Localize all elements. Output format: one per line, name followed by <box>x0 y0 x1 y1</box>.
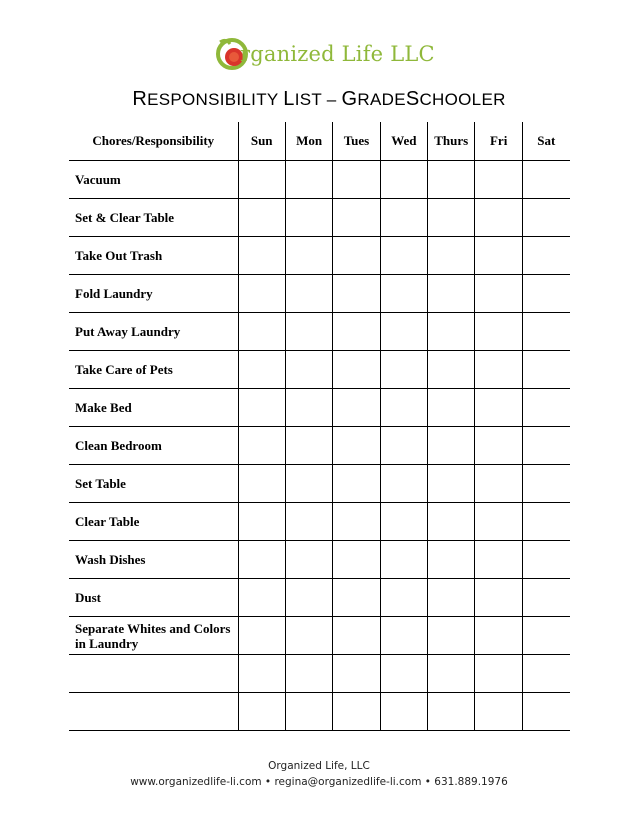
day-checkbox-cell[interactable] <box>333 275 380 313</box>
day-checkbox-cell[interactable] <box>475 313 522 351</box>
header-tues: Tues <box>333 122 380 161</box>
day-checkbox-cell[interactable] <box>333 655 380 693</box>
day-checkbox-cell[interactable] <box>333 693 380 731</box>
day-checkbox-cell[interactable] <box>238 237 285 275</box>
responsibility-table <box>69 122 570 731</box>
table-row <box>69 579 570 617</box>
header-thurs: Thurs <box>428 122 475 161</box>
day-checkbox-cell[interactable] <box>333 199 380 237</box>
day-checkbox-cell[interactable] <box>238 161 285 199</box>
table-row <box>69 275 570 313</box>
table-row <box>69 313 570 351</box>
chore-label: Fold Laundry <box>69 275 238 313</box>
day-checkbox-cell[interactable] <box>428 199 475 237</box>
table-header-row <box>69 122 570 161</box>
day-checkbox-cell[interactable] <box>333 351 380 389</box>
header-mon: Mon <box>285 122 332 161</box>
table-row <box>69 199 570 237</box>
day-checkbox-cell[interactable] <box>380 503 427 541</box>
header-sat: Sat <box>522 122 569 161</box>
day-checkbox-cell[interactable] <box>333 579 380 617</box>
day-checkbox-cell[interactable] <box>238 313 285 351</box>
day-checkbox-cell[interactable] <box>428 427 475 465</box>
header-wed: Wed <box>380 122 427 161</box>
day-checkbox-cell[interactable] <box>522 161 569 199</box>
day-checkbox-cell[interactable] <box>285 427 332 465</box>
day-checkbox-cell[interactable] <box>333 617 380 655</box>
page-title: RESPONSIBILITY LIST – GRADESCHOOLER <box>132 88 506 110</box>
day-checkbox-cell[interactable] <box>333 237 380 275</box>
header-chores: Chores/Responsibility <box>69 122 238 161</box>
day-checkbox-cell[interactable] <box>238 275 285 313</box>
table-row <box>69 389 570 427</box>
day-checkbox-cell[interactable] <box>333 161 380 199</box>
day-checkbox-cell[interactable] <box>522 503 569 541</box>
day-checkbox-cell[interactable] <box>522 237 569 275</box>
day-checkbox-cell[interactable] <box>380 579 427 617</box>
chore-label <box>69 693 238 731</box>
day-checkbox-cell[interactable] <box>238 617 285 655</box>
day-checkbox-cell[interactable] <box>380 389 427 427</box>
day-checkbox-cell[interactable] <box>285 313 332 351</box>
day-checkbox-cell[interactable] <box>428 389 475 427</box>
header-sun: Sun <box>238 122 285 161</box>
day-checkbox-cell[interactable] <box>428 579 475 617</box>
day-checkbox-cell[interactable] <box>428 541 475 579</box>
day-checkbox-cell[interactable] <box>238 541 285 579</box>
day-checkbox-cell[interactable] <box>380 313 427 351</box>
day-checkbox-cell[interactable] <box>285 389 332 427</box>
day-checkbox-cell[interactable] <box>333 465 380 503</box>
day-checkbox-cell[interactable] <box>428 237 475 275</box>
chore-label: Take Out Trash <box>69 237 238 275</box>
chore-label: Put Away Laundry <box>69 313 238 351</box>
day-checkbox-cell[interactable] <box>522 275 569 313</box>
organized-life-logo <box>214 36 435 80</box>
header-fri: Fri <box>475 122 522 161</box>
day-checkbox-cell[interactable] <box>428 351 475 389</box>
chore-label: Clean Bedroom <box>69 427 238 465</box>
table-row <box>69 161 570 199</box>
day-checkbox-cell[interactable] <box>475 655 522 693</box>
chore-label: Vacuum <box>69 161 238 199</box>
day-checkbox-cell[interactable] <box>428 655 475 693</box>
day-checkbox-cell[interactable] <box>475 693 522 731</box>
chore-label: Set Table <box>69 465 238 503</box>
table-row <box>69 503 570 541</box>
day-checkbox-cell[interactable] <box>475 579 522 617</box>
day-checkbox-cell[interactable] <box>475 161 522 199</box>
day-checkbox-cell[interactable] <box>238 199 285 237</box>
table-row <box>69 465 570 503</box>
chore-label <box>69 655 238 693</box>
chore-label: Set & Clear Table <box>69 199 238 237</box>
day-checkbox-cell[interactable] <box>428 465 475 503</box>
table-row <box>69 693 570 731</box>
day-checkbox-cell[interactable] <box>522 541 569 579</box>
day-checkbox-cell[interactable] <box>285 617 332 655</box>
chore-label: Clear Table <box>69 503 238 541</box>
day-checkbox-cell[interactable] <box>522 617 569 655</box>
day-checkbox-cell[interactable] <box>238 465 285 503</box>
day-checkbox-cell[interactable] <box>428 503 475 541</box>
day-checkbox-cell[interactable] <box>285 655 332 693</box>
table-row <box>69 237 570 275</box>
chore-label: Separate Whites and Colors in Laundry <box>69 617 238 655</box>
footer-company: Organized Life, LLC <box>268 760 370 772</box>
day-checkbox-cell[interactable] <box>380 427 427 465</box>
day-checkbox-cell[interactable] <box>522 389 569 427</box>
day-checkbox-cell[interactable] <box>428 275 475 313</box>
day-checkbox-cell[interactable] <box>333 313 380 351</box>
table-row <box>69 655 570 693</box>
day-checkbox-cell[interactable] <box>285 351 332 389</box>
day-checkbox-cell[interactable] <box>475 617 522 655</box>
day-checkbox-cell[interactable] <box>238 351 285 389</box>
day-checkbox-cell[interactable] <box>522 655 569 693</box>
table-row <box>69 617 570 655</box>
day-checkbox-cell[interactable] <box>285 693 332 731</box>
day-checkbox-cell[interactable] <box>475 427 522 465</box>
day-checkbox-cell[interactable] <box>333 503 380 541</box>
day-checkbox-cell[interactable] <box>285 199 332 237</box>
day-checkbox-cell[interactable] <box>285 161 332 199</box>
day-checkbox-cell[interactable] <box>522 199 569 237</box>
day-checkbox-cell[interactable] <box>522 693 569 731</box>
day-checkbox-cell[interactable] <box>380 541 427 579</box>
table-row <box>69 427 570 465</box>
day-checkbox-cell[interactable] <box>238 389 285 427</box>
day-checkbox-cell[interactable] <box>522 313 569 351</box>
day-checkbox-cell[interactable] <box>285 541 332 579</box>
chore-label: Take Care of Pets <box>69 351 238 389</box>
day-checkbox-cell[interactable] <box>475 275 522 313</box>
day-checkbox-cell[interactable] <box>238 655 285 693</box>
day-checkbox-cell[interactable] <box>238 427 285 465</box>
day-checkbox-cell[interactable] <box>522 465 569 503</box>
day-checkbox-cell[interactable] <box>285 465 332 503</box>
day-checkbox-cell[interactable] <box>285 503 332 541</box>
day-checkbox-cell[interactable] <box>380 275 427 313</box>
chore-label: Wash Dishes <box>69 541 238 579</box>
day-checkbox-cell[interactable] <box>475 541 522 579</box>
day-checkbox-cell[interactable] <box>333 427 380 465</box>
day-checkbox-cell[interactable] <box>238 693 285 731</box>
day-checkbox-cell[interactable] <box>475 389 522 427</box>
table-row <box>69 541 570 579</box>
day-checkbox-cell[interactable] <box>475 503 522 541</box>
day-checkbox-cell[interactable] <box>475 199 522 237</box>
day-checkbox-cell[interactable] <box>285 275 332 313</box>
footer-contact: www.organizedlife-li.com • regina@organizedlife-li.com • 631.889.1976 <box>130 776 508 788</box>
day-checkbox-cell[interactable] <box>475 465 522 503</box>
day-checkbox-cell[interactable] <box>380 199 427 237</box>
day-checkbox-cell[interactable] <box>428 617 475 655</box>
table-row <box>69 351 570 389</box>
day-checkbox-cell[interactable] <box>428 693 475 731</box>
day-checkbox-cell[interactable] <box>380 465 427 503</box>
logo-text: rganized Life LLC <box>240 42 435 66</box>
day-checkbox-cell[interactable] <box>380 237 427 275</box>
chore-label: Make Bed <box>69 389 238 427</box>
day-checkbox-cell[interactable] <box>428 313 475 351</box>
day-checkbox-cell[interactable] <box>333 389 380 427</box>
day-checkbox-cell[interactable] <box>285 579 332 617</box>
day-checkbox-cell[interactable] <box>475 237 522 275</box>
day-checkbox-cell[interactable] <box>522 427 569 465</box>
day-checkbox-cell[interactable] <box>238 503 285 541</box>
day-checkbox-cell[interactable] <box>380 655 427 693</box>
day-checkbox-cell[interactable] <box>380 693 427 731</box>
chore-label: Dust <box>69 579 238 617</box>
day-checkbox-cell[interactable] <box>380 161 427 199</box>
day-checkbox-cell[interactable] <box>428 161 475 199</box>
day-checkbox-cell[interactable] <box>522 579 569 617</box>
day-checkbox-cell[interactable] <box>333 541 380 579</box>
day-checkbox-cell[interactable] <box>475 351 522 389</box>
day-checkbox-cell[interactable] <box>238 579 285 617</box>
day-checkbox-cell[interactable] <box>522 351 569 389</box>
day-checkbox-cell[interactable] <box>285 237 332 275</box>
day-checkbox-cell[interactable] <box>380 617 427 655</box>
day-checkbox-cell[interactable] <box>380 351 427 389</box>
